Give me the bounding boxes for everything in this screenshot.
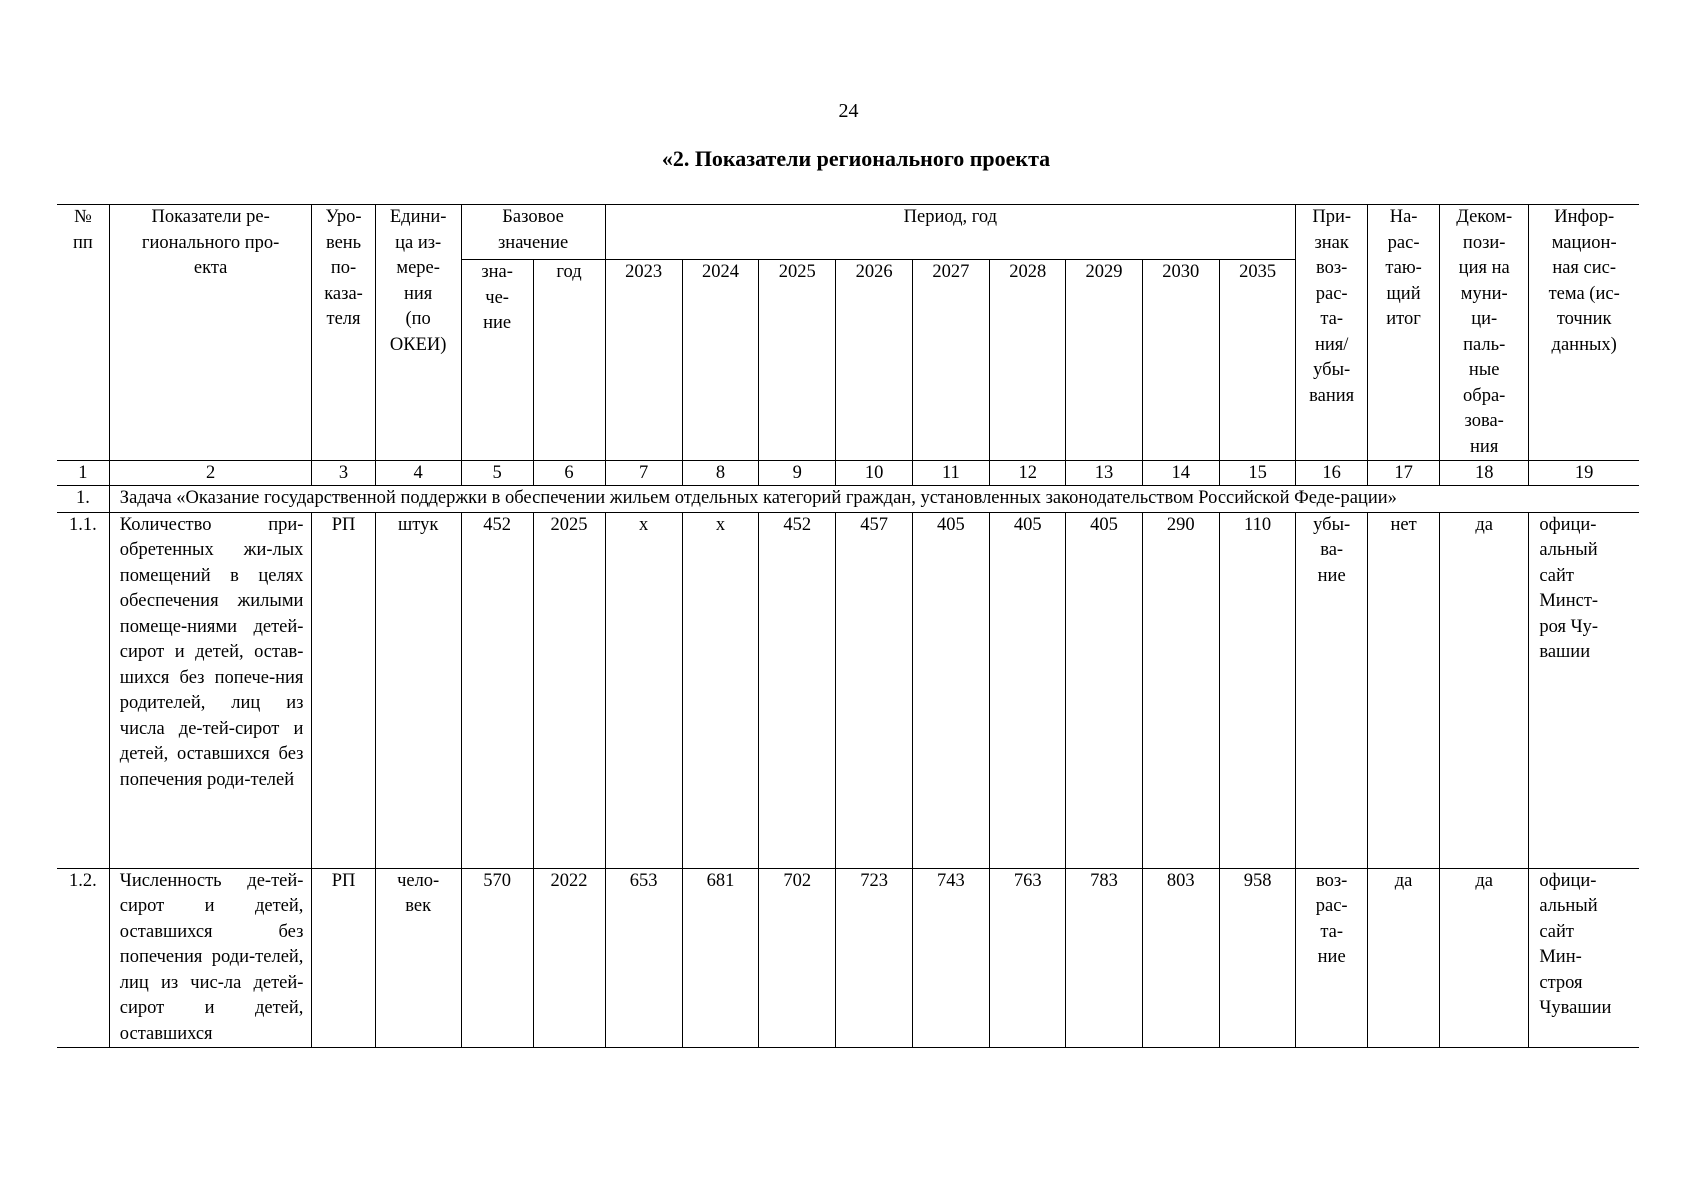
row-num: 1.2. [57,868,109,1048]
cumulative-total: нет [1368,512,1440,868]
header-year: 2023 [605,260,682,461]
year-value: 405 [990,512,1066,868]
header-period: Период, год [605,205,1296,260]
decomposition: да [1440,512,1529,868]
base-year: 2022 [533,868,605,1048]
column-number: 18 [1440,461,1529,486]
column-numbers-row [57,461,1639,486]
info-source: офици- альный сайт Мин- строя Чувашии [1529,868,1639,1048]
year-value: 653 [605,868,682,1048]
column-number: 16 [1296,461,1368,486]
column-number: 11 [912,461,989,486]
year-value: 702 [759,868,836,1048]
cumulative-total: да [1368,868,1440,1048]
column-number: 6 [533,461,605,486]
section-title: «2. Показатели регионального проекта [661,146,1051,171]
page-number: 24 [838,100,859,122]
column-number: 3 [312,461,375,486]
header-year: 2024 [682,260,758,461]
header-base-year: год [533,260,605,461]
indicator-level: РП [312,512,375,868]
indicator-level: РП [312,868,375,1048]
year-value: 723 [836,868,912,1048]
year-value: 958 [1219,868,1295,1048]
header-year: 2026 [836,260,912,461]
header-num: № пп [57,205,109,461]
column-number: 2 [109,461,312,486]
year-value: х [605,512,682,868]
header-year: 2027 [912,260,989,461]
indicator-name: Количество при-обретенных жи-лых помещений в целях обеспечения жилыми помеще-ниями детей-сирот и детей, остав-шихся без попече-ния родителей, лиц из числа де-тей-сирот и детей, оставшихся без попечения роди-телей [109,512,312,868]
header-year: 2025 [759,260,836,461]
info-source: офици- альный сайт Минст- роя Чу- вашии [1529,512,1639,868]
column-number: 19 [1529,461,1639,486]
header-base: Базовое значение [461,205,605,260]
year-value: 763 [990,868,1066,1048]
header-cumulative: На- рас- таю- щий итог [1368,205,1440,461]
table-row [57,868,1639,1048]
row-num: 1.1. [57,512,109,868]
year-value: 452 [759,512,836,868]
indicators-table [57,204,1639,1048]
header-indicator: Показатели ре- гионального про- екта [109,205,312,461]
year-value: 405 [1066,512,1142,868]
column-number: 9 [759,461,836,486]
base-value: 570 [461,868,533,1048]
task-text: Задача «Оказание государственной поддержки в обеспечении жильем отдельных категорий граждан, установленных законодательством Российской Феде-рации» [109,486,1639,513]
column-number: 13 [1066,461,1142,486]
year-value: х [682,512,758,868]
indicator-unit: чело- век [375,868,461,1048]
year-value: 803 [1142,868,1219,1048]
column-number: 15 [1219,461,1295,486]
year-value: 290 [1142,512,1219,868]
base-value: 452 [461,512,533,868]
indicator-unit: штук [375,512,461,868]
header-unit: Едини- ца из- мере- ния (по ОКЕИ) [375,205,461,461]
base-year: 2025 [533,512,605,868]
year-value: 405 [912,512,989,868]
task-row [57,486,1639,513]
year-value: 783 [1066,868,1142,1048]
header-base-value: зна- че- ние [461,260,533,461]
header-info-system: Инфор- мацион- ная сис- тема (ис- точник данных) [1529,205,1639,461]
year-value: 110 [1219,512,1295,868]
task-num: 1. [57,486,109,513]
column-number: 7 [605,461,682,486]
column-number: 14 [1142,461,1219,486]
indicator-name: Численность де-тей-сирот и детей, оставшихся без попечения роди-телей, лиц из чис-ла детей-сирот и детей, оставшихся [109,868,312,1048]
column-number: 12 [990,461,1066,486]
year-value: 681 [682,868,758,1048]
table-row [57,512,1639,868]
column-number: 10 [836,461,912,486]
column-number: 8 [682,461,758,486]
trend-sign: убы- ва- ние [1296,512,1368,868]
header-year: 2028 [990,260,1066,461]
header-year: 2035 [1219,260,1295,461]
year-value: 743 [912,868,989,1048]
column-number: 4 [375,461,461,486]
year-value: 457 [836,512,912,868]
column-number: 1 [57,461,109,486]
column-number: 17 [1368,461,1440,486]
decomposition: да [1440,868,1529,1048]
trend-sign: воз- рас- та- ние [1296,868,1368,1048]
header-year: 2030 [1142,260,1219,461]
header-decomposition: Деком- пози- ция на муни- ци- паль- ные обра- зова- ния [1440,205,1529,461]
header-year: 2029 [1066,260,1142,461]
header-level: Уро- вень по- каза- теля [312,205,375,461]
column-number: 5 [461,461,533,486]
header-trend: При- знак воз- рас- та- ния/ убы- вания [1296,205,1368,461]
